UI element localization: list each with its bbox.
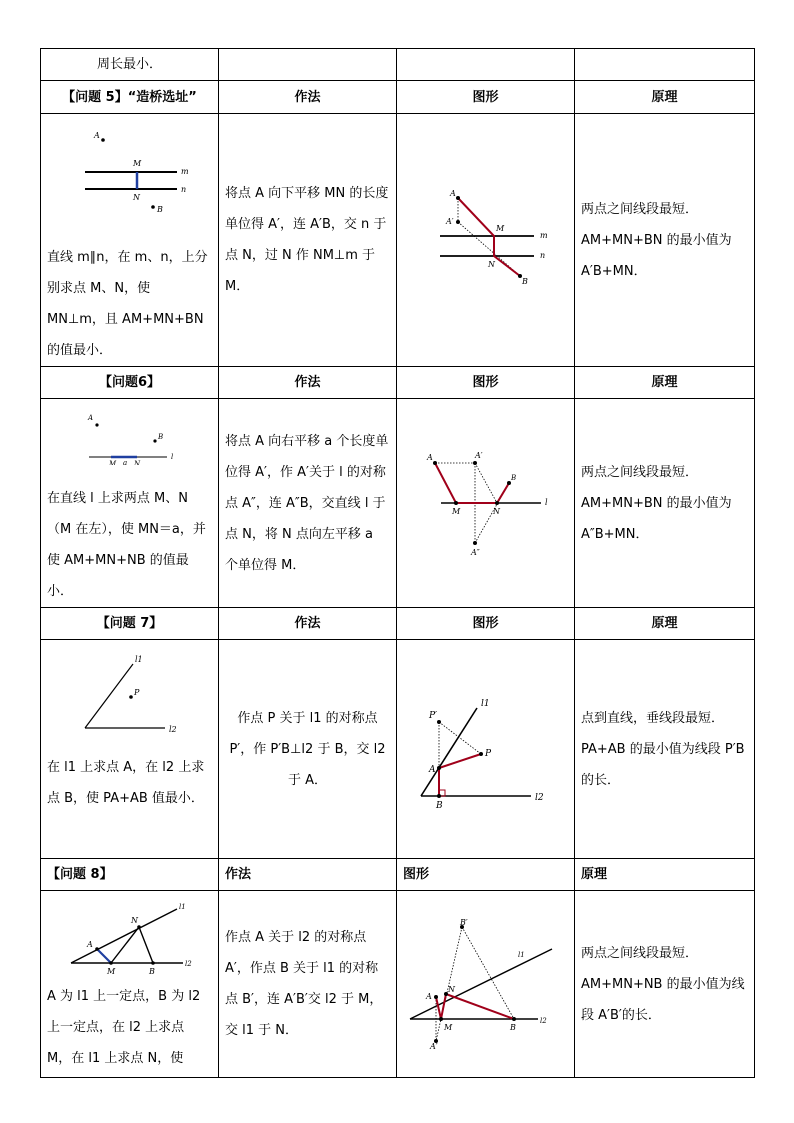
label-l1: l1 [178,903,186,911]
p7-header-row [41,608,755,640]
p8-method-header: 作法 [219,859,397,891]
p7-figure-cell [397,640,575,859]
label-l1: l1 [134,655,143,664]
point-m [439,1017,443,1021]
p7-principle-cell [575,640,755,859]
segment-am [97,949,111,963]
p6-problem-cell [41,399,219,608]
label-a: A [87,414,93,422]
point-m [454,501,458,505]
p7-body-row [41,640,755,859]
p5-principle-header: 原理 [575,81,755,114]
p6-body-row [41,399,755,608]
label-a: A [449,189,456,198]
label-p1: P′ [428,711,437,721]
p7-problem-text: 在 l1 上求点 A，在 l2 上求点 B，使 PA+AB 值最小． [47,760,205,806]
p8-title: 【问题 8】 [41,859,219,891]
label-n-line: n [539,251,545,260]
p5-problem-diagram [55,122,205,222]
p6-header-row [41,367,755,399]
top-continuation-text: 周长最小． [41,49,219,81]
p5-figure-diagram [406,180,566,300]
p5-figure-cell [397,114,575,367]
point-a [101,138,105,142]
segment-b1-b [462,927,514,1019]
point-a2 [473,541,477,545]
p5-method-header: 作法 [219,81,397,114]
p8-principle-text: 两点之间线段最短．AM+MN+NB 的最小值为线段 A′B′的长． [581,945,745,1023]
point-n [137,925,141,929]
point-a1 [456,220,460,224]
p8-figure-header: 图形 [397,859,575,891]
p7-title: 【问题 7】 [41,608,219,640]
p8-principle-cell [575,891,755,1078]
p5-method-cell [219,114,397,367]
label-n-point: N [487,260,495,269]
label-l1: l1 [480,699,490,709]
label-a: A [86,940,93,949]
label-n: N [130,916,138,925]
p5-figure-header: 图形 [397,81,575,114]
point-b [151,961,155,965]
line-l1 [410,949,552,1019]
label-b: B [157,433,163,441]
label-l2: l2 [168,725,177,734]
line-l1 [421,708,477,796]
p7-problem-diagram [55,648,205,738]
point-a [433,461,437,465]
point-b [151,205,155,209]
label-b: B [510,474,516,482]
label-a1: A′ [474,451,483,460]
row-top [41,49,755,81]
label-m-point: M [132,159,141,168]
p7-figure-header: 图形 [397,608,575,640]
p7-method-cell [219,640,397,859]
label-a: A [93,131,100,140]
label-b: B [148,967,155,976]
label-a: A [425,992,432,1001]
p7-figure-diagram [411,684,561,814]
p7-principle-header: 原理 [575,608,755,640]
label-b: B [521,277,528,286]
p8-problem-diagram [55,897,205,977]
label-a: A [426,453,433,462]
point-a1 [473,461,477,465]
p5-problem-text: 直线 m∥n，在 m、n，上分别求点 M、N，使 MN⊥m，且 AM+MN+BN 的值最小． [47,250,208,358]
label-a: A [428,765,435,775]
label-m: M [108,460,116,465]
label-a-length: a [122,459,127,465]
p8-principle-header: 原理 [575,859,755,891]
p6-method-text: 将点 A 向右平移 a 个长度单位得 A′，作 A′关于 l 的对称点 A″，连 A″B，交直线 l 于点 N，将 N 点向左平移 a 个单位得 M． [225,433,389,573]
label-a1: A′ [445,217,454,226]
label-l: l [544,498,548,507]
segment-a1-n [475,463,497,503]
label-m-point: M [495,224,504,233]
point-a [95,947,99,951]
p8-problem-text: A 为 l1 上一定点，B 为 l2 上一定点，在 l2 上求点 M，在 l1 上求点 N，使 [47,989,201,1066]
label-b1: B′ [459,919,468,927]
label-l2: l2 [539,1017,547,1025]
label-m-line: m [539,231,548,240]
p6-figure-cell [397,399,575,608]
p6-figure-header: 图形 [397,367,575,399]
point-p [129,695,133,699]
point-a [95,423,98,426]
p7-problem-cell [41,640,219,859]
p8-method-text: 作点 A 关于 l2 的对称点 A′，作点 B 关于 l1 的对称点 B′，连 A′B′交 l2 于 M，交 l1 于 N． [225,930,383,1038]
label-n-point: N [132,193,140,202]
geometry-table [40,48,755,1078]
label-l: l [170,453,173,461]
p6-title: 【问题6】 [41,367,219,399]
label-l2: l2 [534,793,544,803]
label-l1: l1 [517,951,525,959]
p6-problem-diagram [55,405,205,465]
p5-header-row [41,81,755,114]
p7-method-header: 作法 [219,608,397,640]
label-p: P [133,688,139,697]
p8-method-cell [219,891,397,1078]
p5-title: 【问题 5】“造桥选址” [41,81,219,114]
p6-problem-text: 在直线 l 上求两点 M、N（M 在左），使 MN＝a，并使 AM+MN+NB 的值最小． [47,491,206,599]
point-n [495,501,499,505]
p5-problem-cell [41,114,219,367]
p6-figure-diagram [411,443,561,563]
p6-principle-cell [575,399,755,608]
label-a1: A′ [429,1042,438,1049]
label-m: M [451,507,460,516]
p6-method-cell [219,399,397,608]
point-a [434,995,438,999]
p8-header-row [41,859,755,891]
label-b: B [156,205,163,214]
point-p [479,752,483,756]
label-b: B [509,1023,516,1032]
p7-method-text: 作点 P 关于 l1 的对称点 P′，作 P′B⊥l2 于 B，交 l2 于 A． [229,710,386,788]
label-a2: A″ [470,548,480,557]
label-l2: l2 [184,960,192,968]
label-m: M [443,1023,452,1032]
label-n-line: n [180,185,186,194]
p6-principle-header: 原理 [575,367,755,399]
p5-principle-cell [575,114,755,367]
point-a [437,766,441,770]
p8-figure-cell [397,891,575,1078]
p5-method-text: 将点 A 向下平移 MN 的长度单位得 A′，连 A′B，交 n 于点 N，过 N 作 NM⊥m 于 M． [225,186,389,294]
shortest-path [435,463,509,503]
line-l1 [85,664,133,728]
label-p: P [484,749,491,759]
p5-principle-text: 两点之间线段最短．AM+MN+BN 的最小值为 A′B+MN． [581,201,732,279]
p7-principle-text: 点到直线，垂线段最短．PA+AB 的最小值为线段 P′B 的长． [581,710,745,788]
label-n: N [492,507,500,516]
p8-body-row [41,891,755,1078]
label-n: N [447,985,455,994]
label-b: B [435,801,443,811]
p8-figure-diagram [406,919,566,1049]
reflect-p-p1 [439,722,481,754]
point-p1 [437,720,441,724]
p6-principle-text: 两点之间线段最短．AM+MN+BN 的最小值为 A″B+MN． [581,464,732,542]
point-a [456,196,460,200]
label-n: N [133,460,140,465]
p8-problem-cell [41,891,219,1078]
label-m-line: m [180,167,189,176]
label-m: M [106,967,115,976]
point-b [153,439,156,442]
point-b [437,794,441,798]
point-b [512,1017,516,1021]
point-m [109,961,113,965]
p6-method-header: 作法 [219,367,397,399]
p5-body-row [41,114,755,367]
line-l1 [71,909,177,963]
